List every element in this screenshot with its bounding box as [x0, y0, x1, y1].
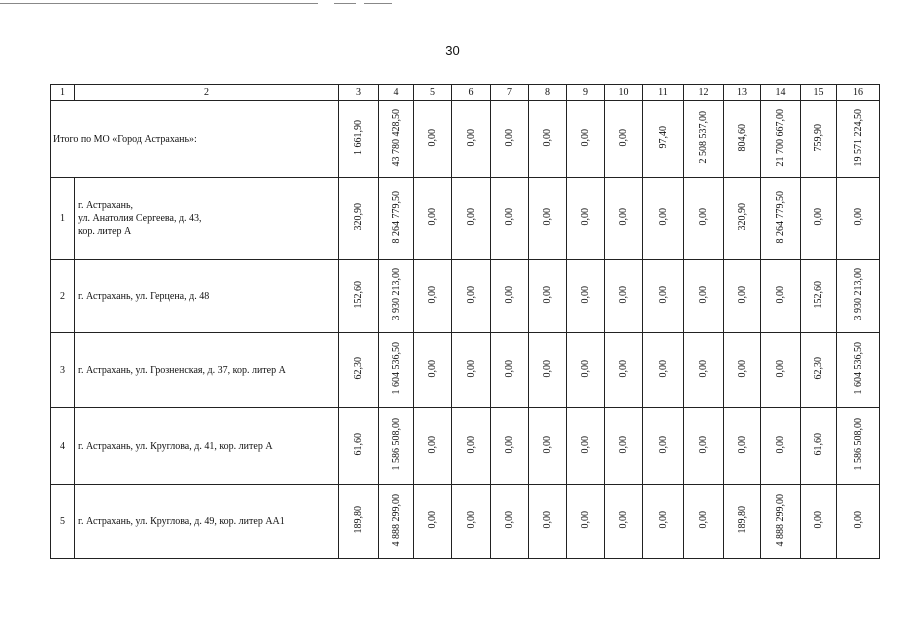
value-cell	[605, 485, 643, 559]
value-cell	[605, 260, 643, 333]
value-text: 0,00	[465, 511, 477, 529]
value-cell	[837, 101, 880, 178]
value-text: 0,00	[465, 128, 477, 147]
header-cell: 4	[379, 85, 414, 101]
header-cell: 2	[75, 85, 339, 101]
value-text: 0,00	[618, 511, 629, 529]
value-cell	[684, 408, 724, 485]
value-cell	[339, 101, 379, 178]
value-cell	[605, 408, 643, 485]
value-cell	[684, 101, 724, 178]
value-text: 0,00	[542, 208, 553, 226]
address-line: г. Астрахань, ул. Круглова, д. 49, кор. литер АА1	[78, 516, 285, 527]
value-text: 0,00	[580, 359, 591, 378]
value-cell	[414, 178, 452, 260]
value-cell	[567, 101, 605, 178]
value-cell	[724, 178, 761, 260]
value-text: 0,00	[580, 511, 591, 529]
value-cell	[801, 260, 837, 333]
data-table	[50, 84, 880, 559]
total-row	[51, 101, 880, 178]
value-cell	[491, 333, 529, 408]
value-cell	[801, 101, 837, 178]
address-cell	[75, 408, 339, 485]
value-text: 0,00	[657, 208, 669, 226]
value-cell	[837, 178, 880, 260]
value-text: 804,60	[736, 123, 748, 152]
scan-line-mid	[334, 3, 356, 4]
value-text: 0,00	[775, 359, 786, 378]
value-text: 0,00	[504, 359, 515, 378]
total-label: Итого по МО «Город Астрахань»:	[51, 101, 339, 178]
value-text: 19 571 224,50	[852, 108, 864, 167]
address-cell	[75, 333, 339, 408]
value-text: 0,00	[657, 359, 669, 378]
table-row	[51, 178, 880, 260]
header-cell: 3	[339, 85, 379, 101]
value-cell	[452, 485, 491, 559]
value-cell	[684, 485, 724, 559]
value-cell	[684, 260, 724, 333]
value-text: 0,00	[580, 285, 591, 304]
value-text: 21 700 667,00	[775, 108, 786, 167]
value-cell	[452, 260, 491, 333]
value-cell	[761, 178, 801, 260]
value-text: 0,00	[698, 511, 709, 529]
value-cell	[643, 178, 684, 260]
page-number: 30	[445, 43, 460, 58]
value-text: 0,00	[427, 359, 438, 378]
header-cell: 12	[684, 85, 724, 101]
value-cell	[643, 260, 684, 333]
value-text: 0,00	[657, 511, 669, 529]
value-text: 0,00	[427, 128, 438, 147]
value-cell	[643, 408, 684, 485]
value-cell	[452, 178, 491, 260]
value-text: 320,90	[736, 203, 748, 231]
value-text: 8 264 779,50	[775, 190, 786, 244]
address-line: г. Астрахань,	[78, 200, 134, 211]
value-cell	[724, 485, 761, 559]
header-cell: 13	[724, 85, 761, 101]
header-cell: 14	[761, 85, 801, 101]
address-line: г. Астрахань, ул. Грозненская, д. 37, кор. литер А	[78, 364, 286, 376]
value-cell	[414, 333, 452, 408]
value-text: 0,00	[698, 208, 709, 226]
value-text: 0,00	[427, 285, 438, 304]
value-cell	[379, 178, 414, 260]
value-cell	[339, 178, 379, 260]
value-text: 1 586 508,00	[390, 418, 402, 471]
value-cell	[529, 101, 567, 178]
value-cell	[491, 485, 529, 559]
value-text: 152,60	[353, 280, 364, 309]
value-text: 0,00	[852, 511, 864, 529]
value-text: 0,00	[736, 359, 748, 378]
value-text: 4 888 299,00	[390, 493, 402, 547]
address-cell	[75, 485, 339, 559]
value-cell	[724, 260, 761, 333]
value-cell	[491, 408, 529, 485]
value-text: 1 586 508,00	[852, 418, 864, 471]
value-text: 0,00	[657, 435, 669, 454]
row-number: 5	[51, 485, 75, 559]
value-cell	[801, 485, 837, 559]
value-text: 2 508 537,00	[698, 111, 709, 164]
value-text: 0,00	[542, 511, 553, 529]
value-text: 0,00	[542, 128, 553, 147]
table-row	[51, 333, 880, 408]
value-text: 0,00	[813, 208, 824, 226]
value-text: 0,00	[427, 208, 438, 226]
value-text: 3 930 213,00	[390, 268, 402, 321]
value-text: 62,30	[813, 357, 824, 380]
scan-line-right	[364, 3, 392, 4]
value-text: 0,00	[775, 435, 786, 454]
value-text: 0,00	[580, 208, 591, 226]
value-cell	[339, 333, 379, 408]
header-cell: 7	[491, 85, 529, 101]
address-line: г. Астрахань, ул. Круглова, д. 41, кор. литер А	[78, 440, 273, 452]
address-cell	[75, 260, 339, 333]
value-cell	[414, 485, 452, 559]
value-text: 97,40	[657, 126, 669, 149]
header-cell: 10	[605, 85, 643, 101]
value-text: 0,00	[698, 359, 709, 378]
header-cell: 15	[801, 85, 837, 101]
value-cell	[379, 485, 414, 559]
value-cell	[724, 101, 761, 178]
value-text: 0,00	[657, 285, 669, 304]
row-number: 4	[51, 408, 75, 485]
value-text: 0,00	[542, 359, 553, 378]
value-cell	[837, 408, 880, 485]
header-cell: 5	[414, 85, 452, 101]
value-cell	[379, 408, 414, 485]
value-cell	[605, 178, 643, 260]
value-cell	[605, 101, 643, 178]
value-cell	[491, 101, 529, 178]
value-cell	[837, 260, 880, 333]
scan-line-left	[0, 3, 318, 4]
value-cell	[414, 101, 452, 178]
value-cell	[414, 260, 452, 333]
value-text: 61,60	[353, 433, 364, 456]
value-text: 320,90	[353, 203, 364, 231]
value-text: 1 604 536,50	[390, 342, 402, 395]
value-cell	[452, 333, 491, 408]
table-row	[51, 260, 880, 333]
value-text: 0,00	[618, 128, 629, 147]
row-number: 3	[51, 333, 75, 408]
header-cell: 9	[567, 85, 605, 101]
value-cell	[801, 408, 837, 485]
value-cell	[761, 101, 801, 178]
value-text: 0,00	[504, 285, 515, 304]
value-text: 0,00	[465, 208, 477, 226]
value-text: 189,80	[736, 506, 748, 534]
address-line: ул. Анатолия Сергеева, д. 43,	[78, 213, 202, 224]
value-text: 0,00	[813, 511, 824, 529]
value-text: 0,00	[542, 435, 553, 454]
value-text: 0,00	[852, 208, 864, 226]
value-cell	[724, 408, 761, 485]
row-number: 2	[51, 260, 75, 333]
value-cell	[761, 485, 801, 559]
value-cell	[529, 485, 567, 559]
value-cell	[801, 333, 837, 408]
value-cell	[837, 485, 880, 559]
value-cell	[567, 485, 605, 559]
value-text: 0,00	[618, 208, 629, 226]
value-text: 0,00	[504, 435, 515, 454]
value-cell	[379, 260, 414, 333]
value-cell	[529, 178, 567, 260]
value-cell	[491, 260, 529, 333]
value-cell	[801, 178, 837, 260]
value-cell	[567, 178, 605, 260]
table-row	[51, 485, 880, 559]
value-cell	[761, 408, 801, 485]
value-text: 0,00	[504, 208, 515, 226]
value-text: 0,00	[465, 285, 477, 304]
header-cell: 11	[643, 85, 684, 101]
value-text: 759,90	[813, 123, 824, 152]
value-text: 1 661,90	[353, 120, 364, 155]
value-cell	[491, 178, 529, 260]
value-cell	[643, 101, 684, 178]
value-cell	[761, 333, 801, 408]
header-cell: 1	[51, 85, 75, 101]
value-cell	[339, 485, 379, 559]
value-text: 61,60	[813, 433, 824, 456]
value-text: 0,00	[618, 359, 629, 378]
value-cell	[567, 260, 605, 333]
value-text: 43 780 428,50	[390, 108, 402, 167]
value-cell	[684, 333, 724, 408]
value-cell	[837, 333, 880, 408]
value-text: 0,00	[775, 285, 786, 304]
value-cell	[643, 333, 684, 408]
value-cell	[452, 101, 491, 178]
value-cell	[414, 408, 452, 485]
value-text: 0,00	[698, 435, 709, 454]
header-cell: 6	[452, 85, 491, 101]
value-text: 8 264 779,50	[390, 190, 402, 244]
value-cell	[761, 260, 801, 333]
value-text: 0,00	[542, 285, 553, 304]
value-text: 0,00	[465, 359, 477, 378]
value-text: 0,00	[504, 128, 515, 147]
address-line: кор. литер А	[78, 226, 132, 237]
value-text: 0,00	[736, 435, 748, 454]
value-text: 189,80	[353, 506, 364, 534]
value-text: 62,30	[353, 357, 364, 380]
value-cell	[724, 333, 761, 408]
value-text: 4 888 299,00	[775, 493, 786, 547]
value-cell	[529, 408, 567, 485]
address-cell	[75, 178, 339, 260]
value-text: 0,00	[427, 511, 438, 529]
value-cell	[567, 333, 605, 408]
value-cell	[379, 101, 414, 178]
value-cell	[529, 333, 567, 408]
value-text: 0,00	[465, 435, 477, 454]
value-text: 1 604 536,50	[852, 342, 864, 395]
address-line: г. Астрахань, ул. Герцена, д. 48	[78, 290, 210, 302]
header-row	[51, 85, 880, 101]
value-cell	[339, 408, 379, 485]
value-cell	[529, 260, 567, 333]
value-cell	[605, 333, 643, 408]
table-row	[51, 408, 880, 485]
value-text: 0,00	[736, 285, 748, 304]
header-cell: 16	[837, 85, 880, 101]
value-text: 0,00	[618, 435, 629, 454]
value-cell	[379, 333, 414, 408]
value-text: 0,00	[698, 285, 709, 304]
value-text: 3 930 213,00	[852, 268, 864, 321]
value-text: 0,00	[580, 435, 591, 454]
row-number: 1	[51, 178, 75, 260]
value-cell	[339, 260, 379, 333]
value-cell	[452, 408, 491, 485]
value-text: 0,00	[427, 435, 438, 454]
value-text: 0,00	[580, 128, 591, 147]
value-cell	[567, 408, 605, 485]
value-text: 152,60	[813, 280, 824, 309]
value-text: 0,00	[618, 285, 629, 304]
header-cell: 8	[529, 85, 567, 101]
value-cell	[684, 178, 724, 260]
value-cell	[643, 485, 684, 559]
value-text: 0,00	[504, 511, 515, 529]
